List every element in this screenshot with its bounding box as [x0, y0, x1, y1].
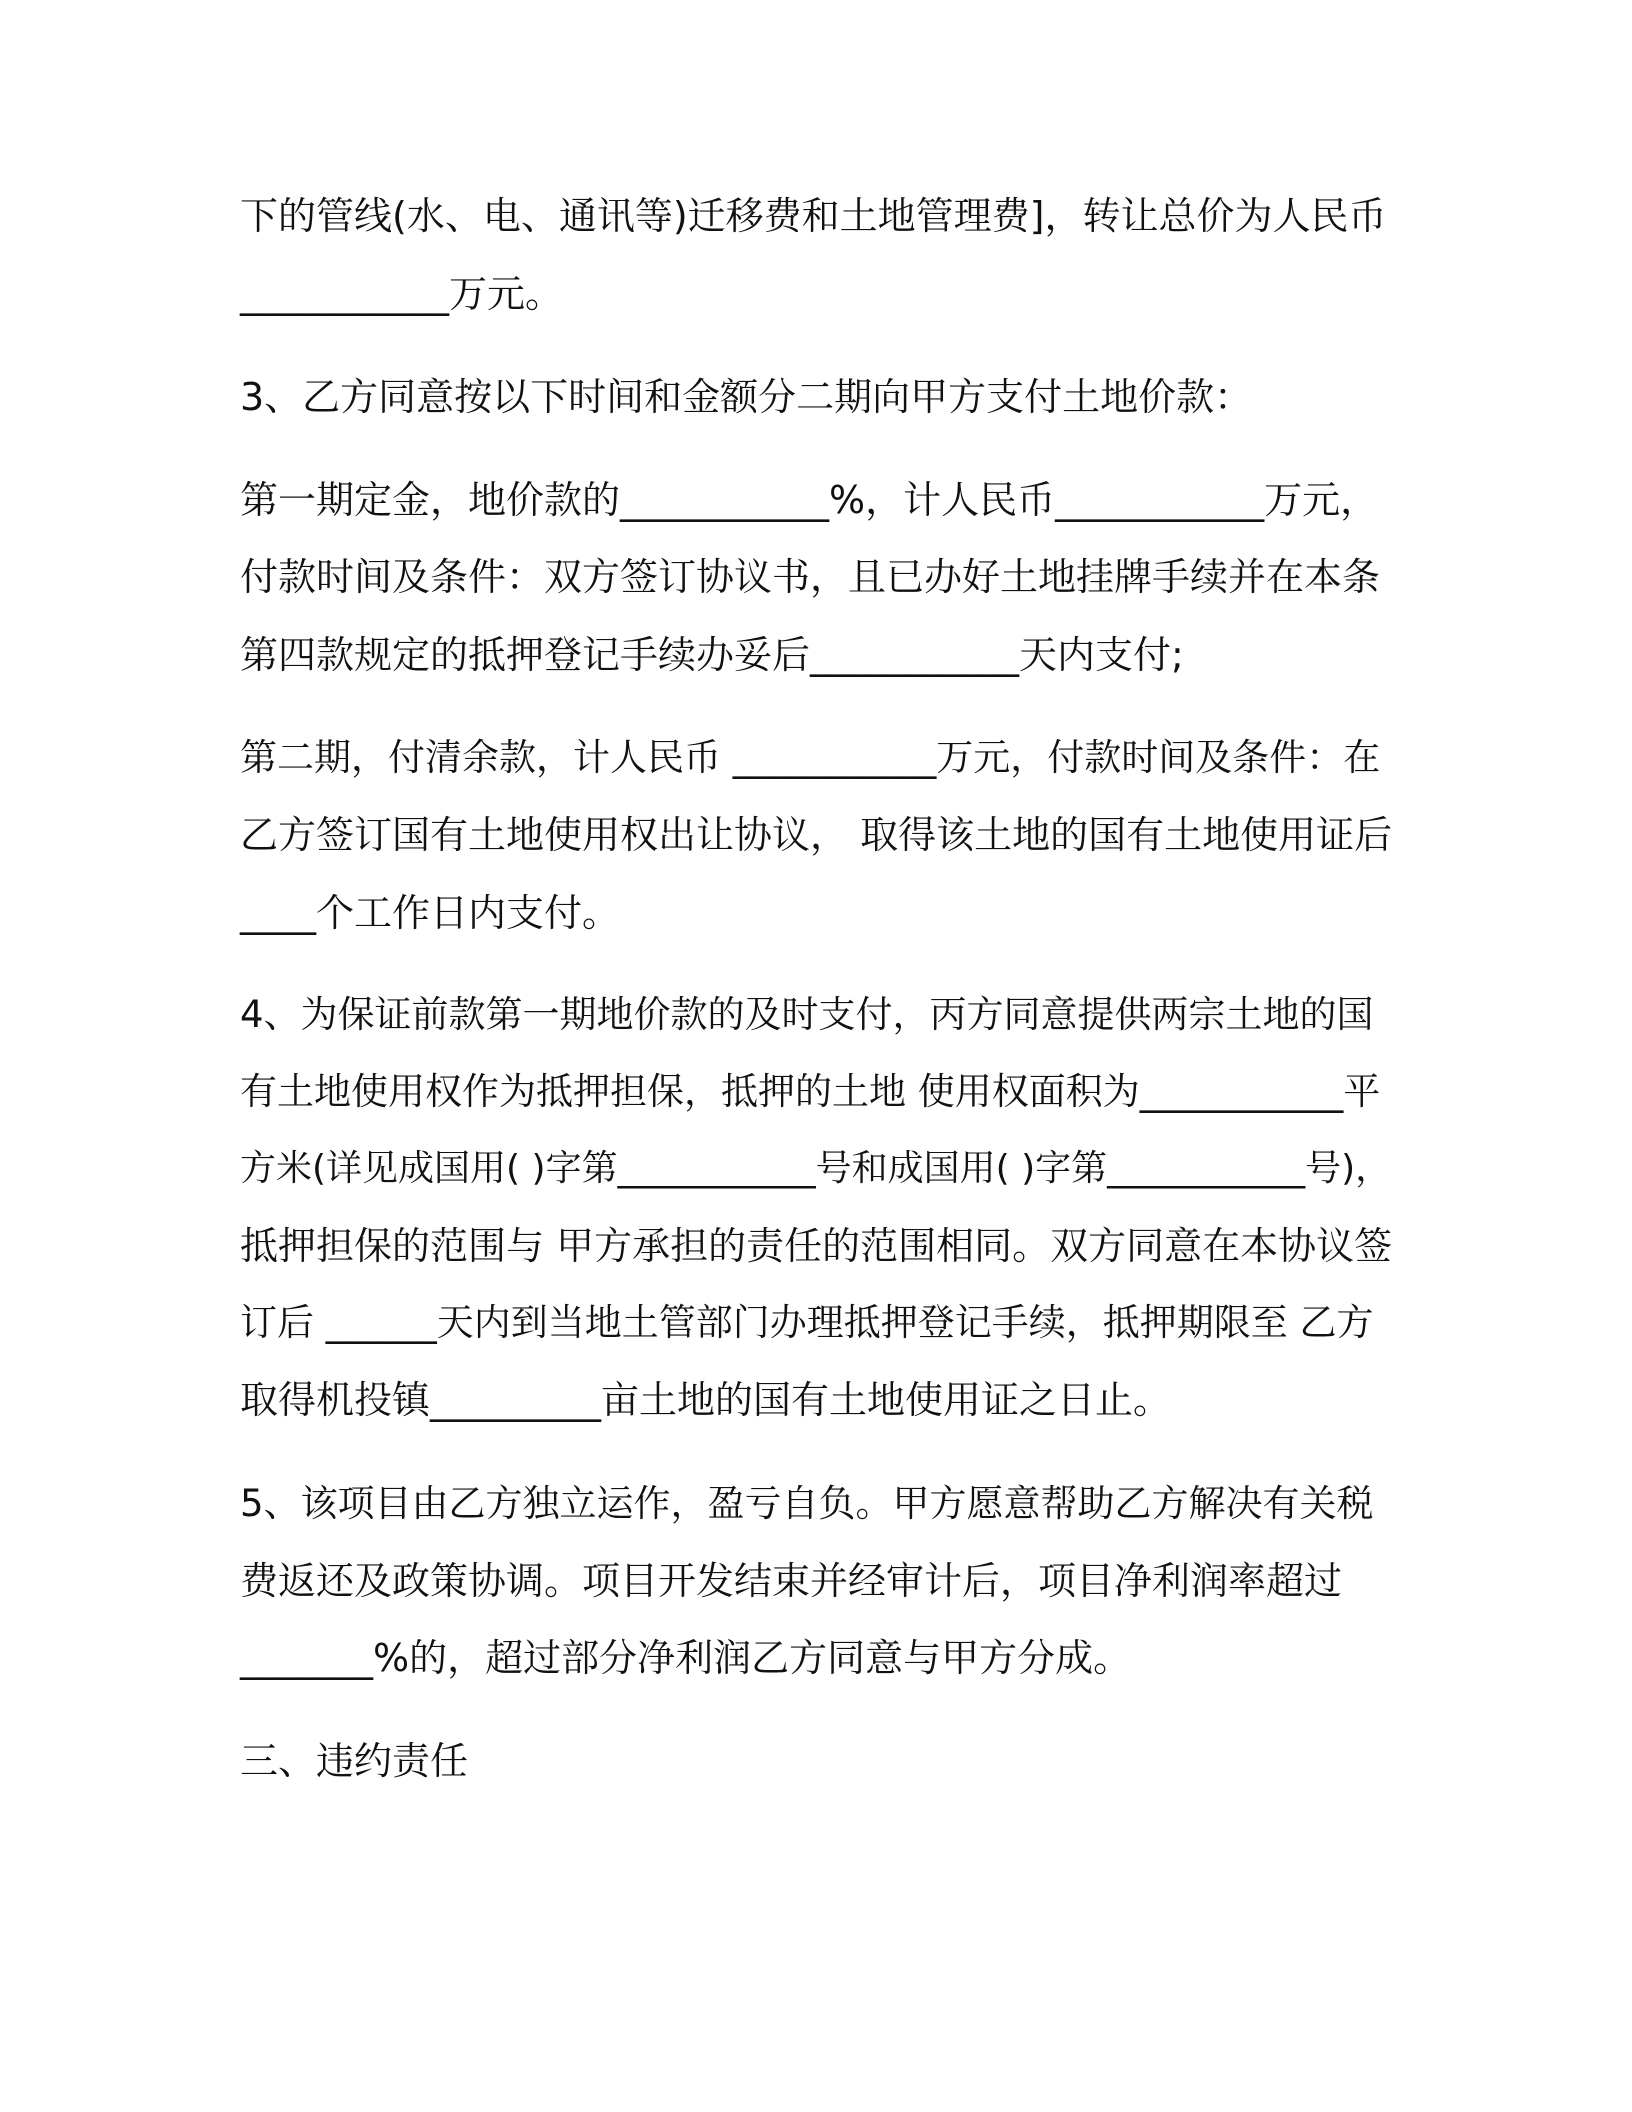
- text-line: 4、为保证前款第一期地价款的及时支付，丙方同意提供两宗土地的国: [240, 993, 1374, 1036]
- text-line: 费返还及政策协调。项目开发结束并经审计后，项目净利润率超过: [240, 1559, 1343, 1603]
- text-line: 5、该项目由乙方独立运作，盈亏自负。甲方愿意帮助乙方解决有关税: [240, 1482, 1374, 1525]
- section-heading: 三、违约责任: [240, 1739, 469, 1783]
- text-line: ___________万元。: [240, 272, 564, 316]
- text-line: 3、乙方同意按以下时间和金额分二期向甲方支付土地价款：: [240, 375, 1253, 419]
- text-line: 付款时间及条件：双方签订协议书，且已办好土地挂牌手续并在本条: [240, 555, 1381, 599]
- text-line: 取得机投镇_________亩土地的国有土地使用证之日止。: [240, 1378, 1172, 1422]
- text-line: 下的管线(水、电、通讯等)迁移费和土地管理费]，转让总价为人民币: [240, 194, 1387, 238]
- text-line: 第四款规定的抵押登记手续办妥后___________天内支付;: [240, 633, 1184, 677]
- text-line: 有土地使用权作为抵押担保，抵押的土地 使用权面积为___________平: [240, 1070, 1381, 1113]
- text-line: 方米(详见成国用( )字第___________号和成国用( )字第___________号)，: [240, 1148, 1392, 1189]
- text-line: 订后 ______天内到当地土管部门办理抵押登记手续，抵押期限至 乙方: [240, 1301, 1374, 1344]
- text-line: _______%的，超过部分净利润乙方同意与甲方分成。: [240, 1636, 1132, 1680]
- text-line: 第一期定金，地价款的___________%，计人民币___________万元，: [240, 478, 1379, 522]
- text-line: 第二期，付清余款，计人民币 ___________万元，付款时间及条件：在: [240, 736, 1381, 779]
- text-line: ____个工作日内支付。: [240, 891, 621, 935]
- text-line: 乙方签订国有土地使用权出让协议， 取得该土地的国有土地使用证后: [240, 813, 1393, 857]
- text-line: 抵押担保的范围与 甲方承担的责任的范围相同。双方同意在本协议签: [240, 1224, 1393, 1268]
